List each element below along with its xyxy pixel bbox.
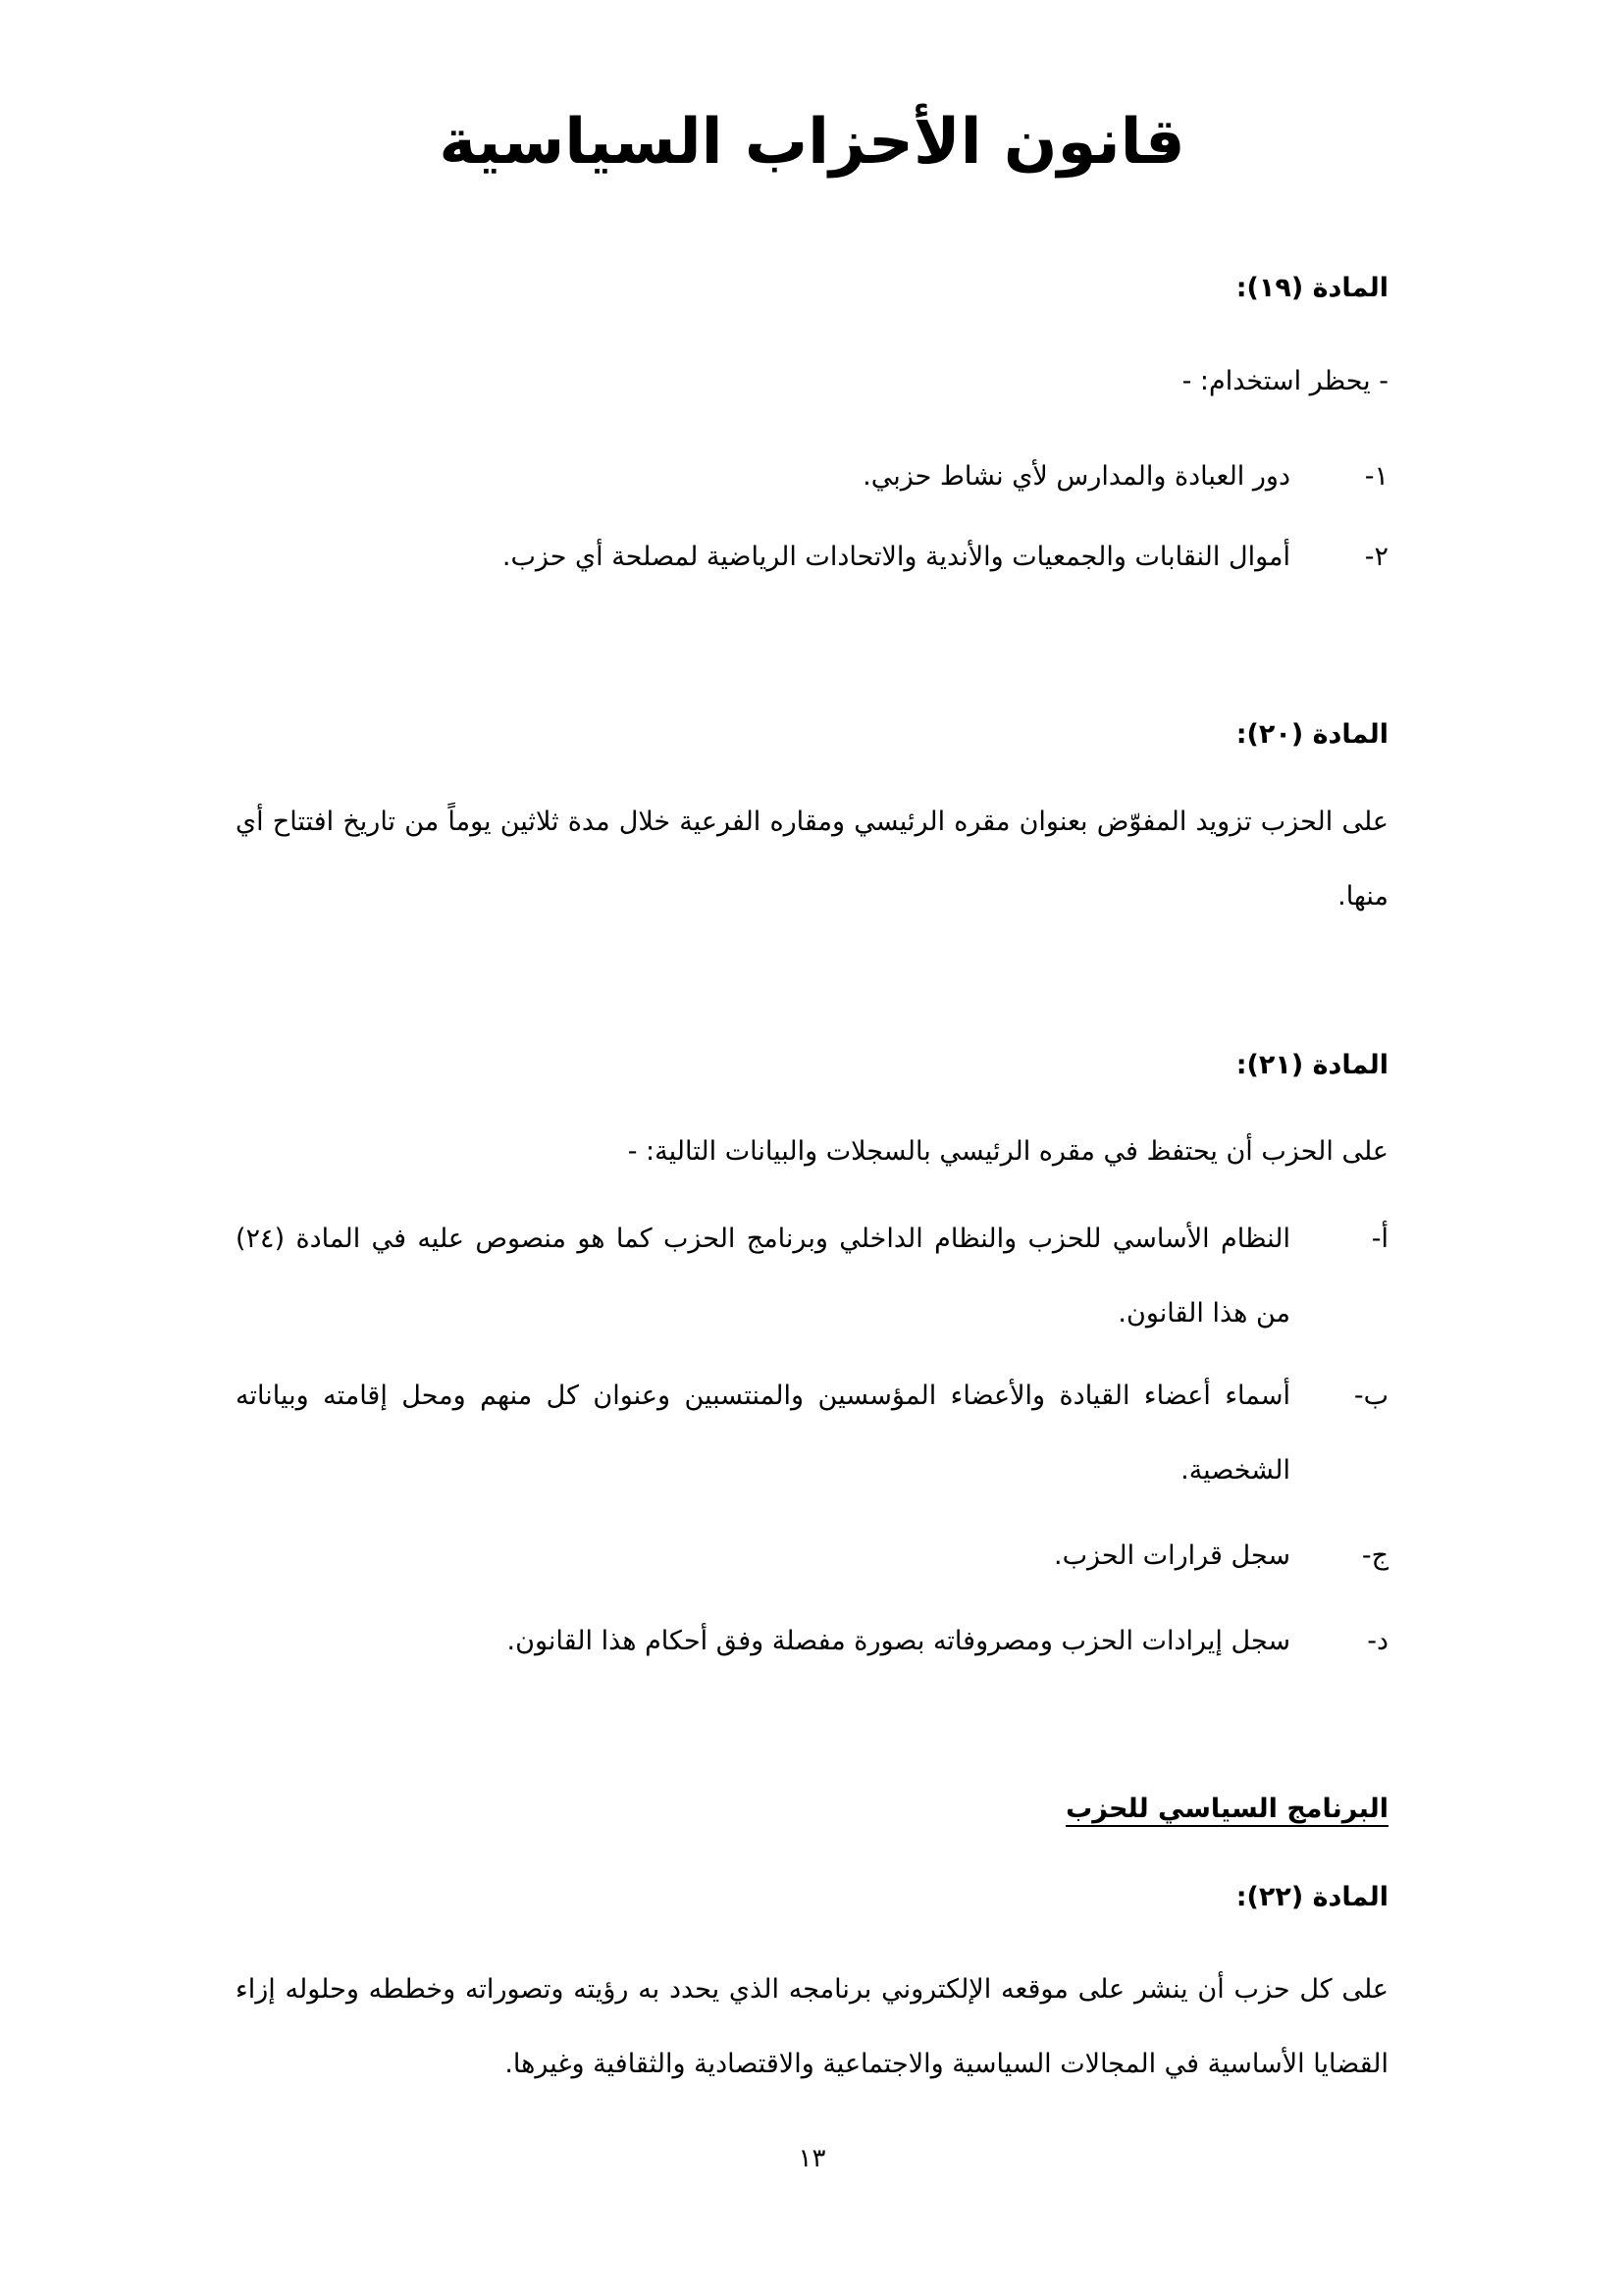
- article-21-heading: المادة (٢١):: [1235, 1050, 1388, 1080]
- list-item-text: النظام الأساسي للحزب والنظام الداخلي وبرنامج الحزب كما هو منصوص عليه في المادة (٢٤) من هذا القانون.: [236, 1224, 1290, 1329]
- list-marker: ٢-: [1364, 542, 1388, 572]
- article-21-item-a: [236, 1202, 1388, 1359]
- article-21-item-b: [236, 1359, 1388, 1516]
- list-item-text: سجل إيرادات الحزب ومصروفاته بصورة مفصلة وفق أحكام هذا القانون.: [506, 1626, 1290, 1656]
- list-marker: د-: [1367, 1626, 1388, 1656]
- document-title: قانون الأحزاب السياسية: [439, 106, 1185, 179]
- page-number: ١٣: [798, 2144, 826, 2173]
- list-item-text: دور العبادة والمدارس لأي نشاط حزبي.: [863, 461, 1290, 492]
- article-19-intro: - يحظر استخدام: -: [1181, 366, 1388, 396]
- list-marker: ب-: [1353, 1381, 1388, 1411]
- list-marker: ج-: [1361, 1540, 1388, 1571]
- list-item-text: أموال النقابات والجمعيات والأندية والاتحادات الرياضية لمصلحة أي حزب.: [501, 542, 1290, 572]
- list-item-text: أسماء أعضاء القيادة والأعضاء المؤسسين والمنتسبين وعنوان كل منهم ومحل إقامته وبياناته الشخصية.: [236, 1381, 1290, 1486]
- section-heading-political-program: البرنامج السياسي للحزب: [1066, 1794, 1388, 1824]
- article-21-intro: على الحزب أن يحتفظ في مقره الرئيسي بالسجلات والبيانات التالية: -: [627, 1136, 1388, 1167]
- article-22-body: على كل حزب أن ينشر على موقعه الإلكتروني برنامجه الذي يحدد به رؤيته وتصوراته وخططه وحلوله إزاء القضايا الأساسية في المجالات السياسية والاجتماعية والاقتصادية والثقافية وغيرها.: [236, 1974, 1388, 2079]
- article-22-heading: المادة (٢٢):: [1235, 1882, 1388, 1912]
- article-20-heading: المادة (٢٠):: [1235, 719, 1388, 750]
- list-marker: أ-: [1371, 1224, 1388, 1254]
- list-item-text: سجل قرارات الحزب.: [1054, 1540, 1290, 1571]
- article-20-body: على الحزب تزويد المفوّض بعنوان مقره الرئيسي ومقاره الفرعية خلال مدة ثلاثين يوماً من تاريخ افتتاح أي منها.: [236, 807, 1388, 912]
- list-marker: ١-: [1364, 461, 1388, 492]
- article-19-heading: المادة (١٩):: [1235, 273, 1388, 303]
